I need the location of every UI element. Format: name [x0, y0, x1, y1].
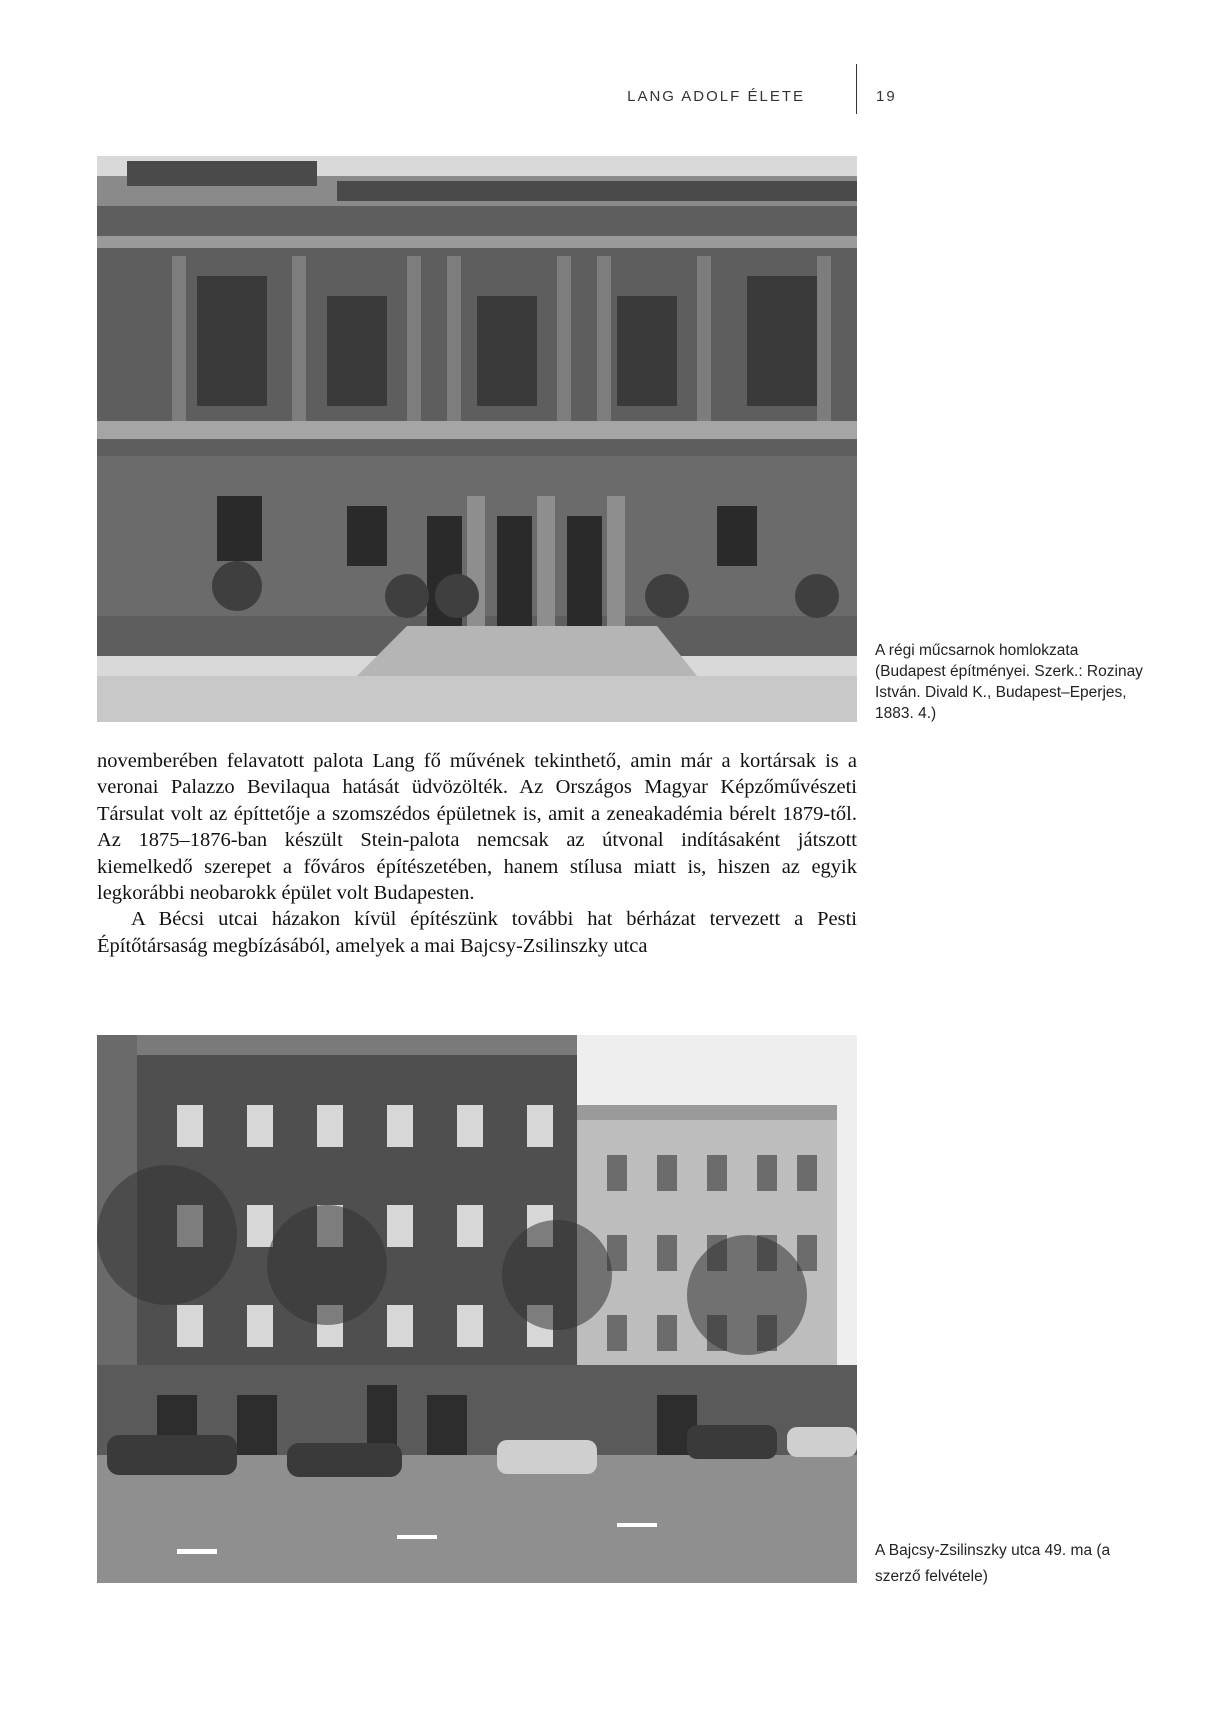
body-text	[97, 748, 857, 959]
paragraph-2: A Bécsi utcai házakon kívül építészünk további hat bérházat tervezett a Pesti Építőtársaság megbízásából, amelyek a mai Bajcsy-Zsilinszky utca	[97, 908, 857, 957]
street-photo-drawing	[97, 1035, 857, 1583]
caption-top-photo: A régi műcsarnok homlokzata (Budapest építményei. Szerk.: Rozinay István. Divald K., Budapest–Eperjes, 1883. 4.)	[875, 642, 1143, 722]
header-divider	[856, 64, 857, 114]
caption-bottom-photo: A Bajcsy-Zsilinszky utca 49. ma (a szerző felvétele)	[875, 1542, 1111, 1585]
photo-old-mucsarnok-facade	[97, 156, 857, 722]
running-head	[560, 82, 900, 112]
running-title: LANG ADOLF ÉLETE	[627, 88, 805, 105]
facade-photo-drawing	[97, 156, 857, 722]
page-number: 19	[876, 88, 897, 105]
paragraph-1: novemberében felavatott palota Lang fő művének tekinthető, amin már a kortársak is a veronai Palazzo Bevilaqua hatását üdvözölték. Az Országos Magyar Képzőművészeti Társulat volt az építtetője a szomszédos épületnek is, amit a zeneakadémia bérelt 1879-től. Az 1875–1876-ban készült Stein-palota nemcsak az útvonal indításaként játszott kiemelkedő szerepet a főváros építészetében, hanem stílusa miatt is, hiszen az egyik legkorábbi neobarokk épület volt Budapesten.	[97, 750, 857, 905]
photo-bajcsy-zsilinszky-street	[97, 1035, 857, 1583]
